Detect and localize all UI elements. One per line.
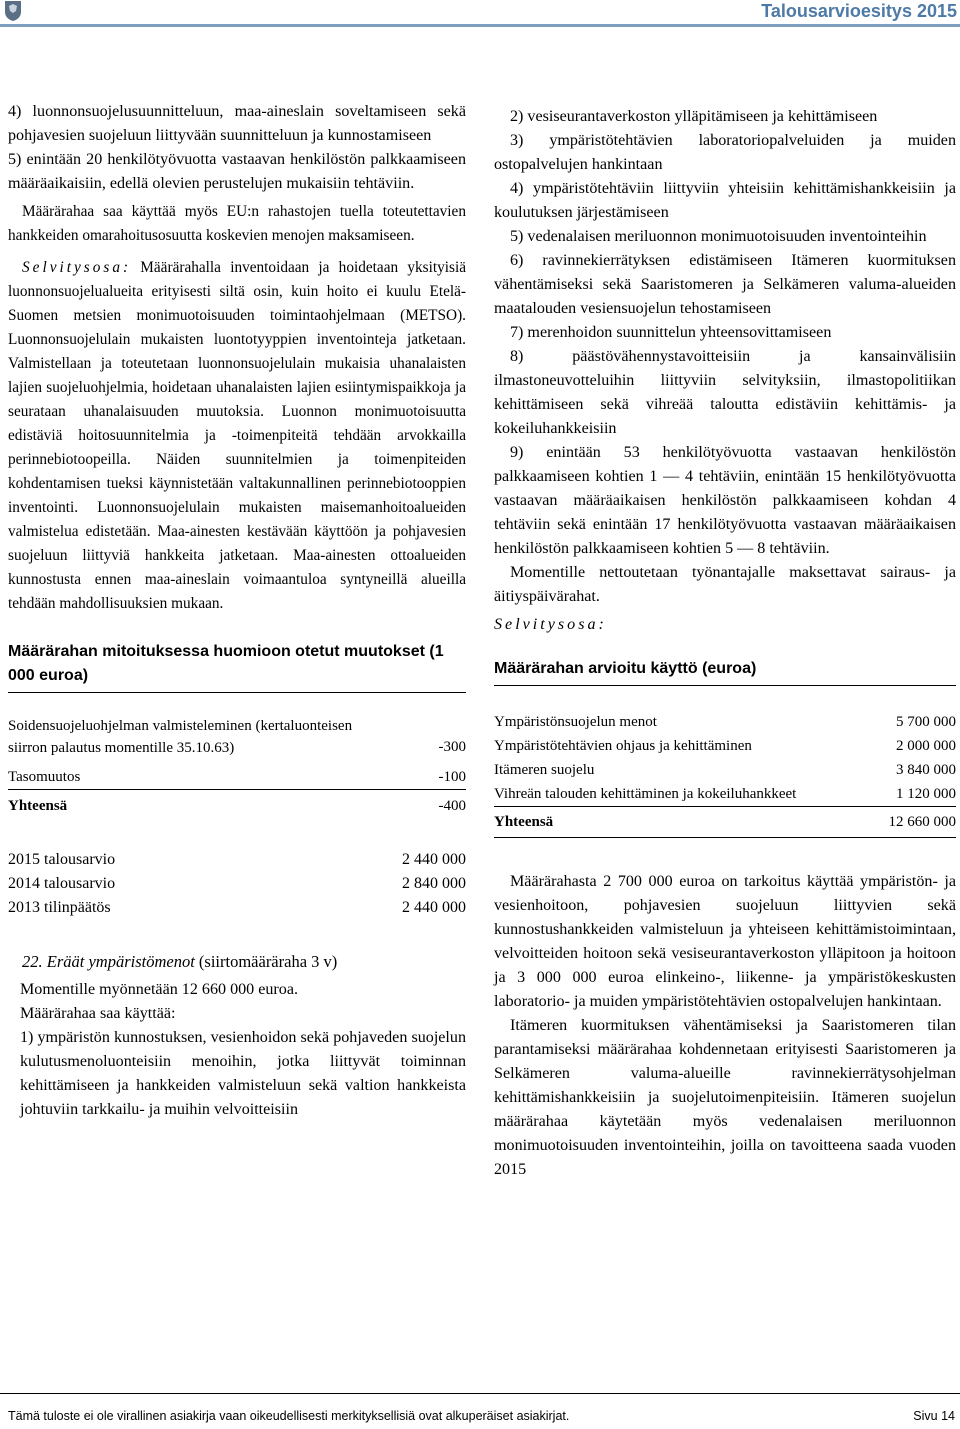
budget-value-1: 2 440 000 [402, 851, 466, 868]
usage-value-3: 3 840 000 [896, 762, 956, 778]
right-column [494, 105, 956, 1182]
right-item-8: 8) päästövähennystavoitteisiin ja kansainvälisiin ilmastoneuvotteluihin liittyviin selvityksiin, ilmastopolitiikan kehittämiseen sekä vihreää taloutta edistäviin kehittämis- ja kokeiluhankkeisiin [494, 348, 956, 437]
selvitysosa-label: Selvitysosa: [22, 259, 132, 276]
table-row [494, 710, 956, 734]
document-title: Talousarvioesitys 2015 [761, 1, 957, 21]
adjust-label-1: Soidensuojeluohjelman valmisteleminen (kertaluonteisen siirron palautus momentille 35.10.63) [8, 718, 353, 756]
right-item-7: 7) merenhoidon suunnittelun yhteensovittamiseen [510, 324, 832, 341]
item-1: 1) ympäristön kunnostuksen, vesienhoidon sekä pohjaveden suojelun kulutusmenoluonteisiin menoihin, jotka liittyvät toiminnan kehittämiseen ja hankkeiden valmisteluun sekä valtion hankkeista johtuviin tarkkailu- ja muihin velvoitteisiin [20, 1029, 466, 1118]
usage-label-4: Vihreän talouden kehittäminen ja kokeiluhankkeet [494, 786, 797, 802]
item-4: 4) luonnonsuojelusuunnitteluun, maa-aineslain soveltamiseen sekä pohjavesien suojeluun liittyvään suunnitteluun ja kunnostamiseen [8, 103, 466, 144]
usage-table [494, 710, 956, 838]
usage-label-1: Ympäristönsuojelun menot [494, 714, 657, 730]
footer [8, 1409, 955, 1423]
adjustments-rule [8, 692, 466, 693]
adjustments-table [8, 715, 466, 818]
section-title: Eräät ympäristömenot [46, 952, 195, 971]
table-total-row [494, 807, 956, 838]
usage-label-3: Itämeren suojelu [494, 762, 595, 778]
section-type: (siirtomääräraha 3 v) [194, 952, 338, 971]
usage-total-label: Yhteensä [494, 814, 554, 830]
table-row [494, 782, 956, 807]
table-row [8, 848, 466, 872]
eu-paragraph: Määrärahaa saa käyttää myös EU:n rahastojen tuella toteutettavien hankkeiden omarahoitusosuutta koskevien menojen maksamiseen. [8, 203, 466, 244]
adjustments-heading: Määrärahan mitoituksessa huomioon otetut muutokset (1 000 euroa) [8, 643, 444, 684]
table-row [8, 759, 466, 790]
budget-label-2: 2014 talousarvio [8, 875, 116, 892]
budget-value-3: 2 440 000 [402, 899, 466, 916]
table-total-row [8, 790, 466, 819]
granted-text: Momentille myönnetään 12 660 000 euroa. [20, 981, 299, 998]
selvitysosa-text: Määrärahalla inventoidaan ja hoidetaan yksityisiä luonnonsuojelualueita erityisesti siltä osin, kuin hoito ei kuulu Etelä-Suomen metsien monimuotoisuuden toimintaohjelmaan (METSO). Luonnonsuojelulain mukaisten luontotyyppien inventointeja jatketaan. Valmistellaan ja toteutetaan luonnonsuojelulain mukaisia uhanalaisten lajien suojeluohjelmia, hoidetaan uhanalaisten lajien esiintymispaikkoja ja seurataan uhanalaisuuden muutoksia. Luonnon monimuotoisuutta edistäviä hoitosuunnitelmia ja -toimenpiteitä tehdään arvokkailla perinnebiotoopeilla. Näiden suunnitelmien ja toimenpiteiden kohdentamisen tueksi käynnistetään valtakunnallinen perinnebiotooppien inventointi. Luonnonsuojelulain mukaisten maisemanhoitoalueiden valmistelua edistetään. Maa-ainesten kestävään käyttöön ja pohjavesien suojeluun liittyviä hankkeita jatketaan. Maa-ainesten ottoalueiden kunnostusta ennen maa-aineslain voimaantuloa syntyneillä alueilla tehdään mahdollisuuksien mukaan. [8, 259, 466, 612]
coat-of-arms-icon [4, 0, 22, 22]
footer-rule [0, 1393, 960, 1394]
section-number: 22. [22, 952, 43, 971]
usage-heading: Määrärahan arvioitu käyttö (euroa) [494, 660, 757, 677]
left-column [8, 100, 466, 1122]
adjust-total-label: Yhteensä [8, 798, 68, 814]
section-heading [8, 950, 466, 974]
table-row [8, 872, 466, 896]
budget-label-1: 2015 talousarvio [8, 851, 116, 868]
adjust-value-2: -100 [438, 769, 466, 785]
budget-table [8, 848, 466, 920]
usage-label-2: Ympäristötehtävien ohjaus ja kehittäminen [494, 738, 752, 754]
usage-paragraph-1: Määrärahasta 2 700 000 euroa on tarkoitus käyttää ympäristön- ja vesienhoitoon, pohjavesien suojeluun liittyvien sekä kunnostushankkeiden valmisteluun ja yhteiseen kehittämistoimintaan, velvoitteiden hoitoon sekä vesiseurantaverkoston ylläpitoon ja hoitoon ja 3 000 000 euroa elinkeino-, liikenne- ja ympäristökeskusten laboratorio- ja muiden ympäristötehtävien ostopalvelujen hankintaan. [494, 873, 956, 1010]
table-row [494, 734, 956, 758]
header-bar [0, 0, 960, 27]
right-item-9: 9) enintään 53 henkilötyövuotta vastaavan henkilöstön palkkaamiseen kohtien 1 — 4 tehtäviin, enintään 15 henkilötyövuotta vastaavan määräaikaisen henkilöstön palkkaamiseen kohdan 4 tehtäviin sekä enintään 17 henkilötyövuotta vastaavan määräaikaisen henkilöstön palkkaamiseen kohtien 5 — 8 tehtäviin. [494, 444, 956, 557]
right-selvitysosa-label: Selvitysosa: [494, 616, 607, 633]
item-5: 5) enintään 20 henkilötyövuotta vastaavan henkilöstön palkkaamiseen määräaikaisiin, edellä olevien perustelujen mukaisiin tehtäviin. [8, 151, 466, 192]
adjust-value-1: -300 [438, 739, 466, 755]
usage-total-value: 12 660 000 [888, 814, 956, 830]
right-item-6: 6) ravinnekierrätyksen edistämiseen Itämeren kuormituksen vähentämiseksi sekä Saaristomeren ja Selkämeren valuma-alueiden maatalouden vesiensuojelun tehostamiseen [494, 252, 956, 317]
adjust-total-value: -400 [438, 798, 466, 814]
table-row [8, 715, 466, 759]
budget-value-2: 2 840 000 [402, 875, 466, 892]
right-item-4: 4) ympäristötehtäviin liittyviin yhteisiin kehittämishankkeisiin ja koulutuksen järjestämiseen [494, 180, 956, 221]
footer-disclaimer: Tämä tuloste ei ole virallinen asiakirja vaan oikeudellisesti merkityksellisiä ovat alkuperäiset asiakirjat. [8, 1409, 570, 1423]
adjust-label-2: Tasomuutos [8, 769, 81, 785]
usage-value-2: 2 000 000 [896, 738, 956, 754]
selvitysosa-paragraph [8, 256, 466, 616]
right-item-3: 3) ympäristötehtävien laboratoriopalveluiden ja muiden ostopalvelujen hankintaan [494, 132, 956, 173]
page-number: Sivu 14 [913, 1409, 955, 1423]
usage-value-1: 5 700 000 [896, 714, 956, 730]
table-row [494, 758, 956, 782]
budget-label-3: 2013 tilinpäätös [8, 899, 111, 916]
right-item-2: 2) vesiseurantaverkoston ylläpitämiseen ja kehittämiseen [510, 108, 878, 125]
usage-rule [494, 685, 956, 686]
usage-value-4: 1 120 000 [896, 786, 956, 802]
right-item-5: 5) vedenalaisen meriluonnon monimuotoisuuden inventointeihin [510, 228, 927, 245]
net-paragraph: Momentille nettoutetaan työnantajalle maksettavat sairaus- ja äitiyspäivärahat. [494, 564, 956, 605]
usage-paragraph-2: Itämeren kuormituksen vähentämiseksi ja Saaristomeren tilan parantamiseksi määrärahaa kohdennetaan erityisesti Saaristomeren ja Selkämeren valuma-alueille ravinnekierrätysohjelman kehittämishankkeisiin ja suojelutoimenpiteisiin. Itämeren suojelun määrärahaa käytetään myös vedenalaisen meriluonnon monimuotoisuuden inventointeihin, joilla on tavoitteena saada vuoden 2015 [494, 1017, 956, 1178]
may-use-text: Määrärahaa saa käyttää: [20, 1005, 176, 1022]
table-row [8, 896, 466, 920]
